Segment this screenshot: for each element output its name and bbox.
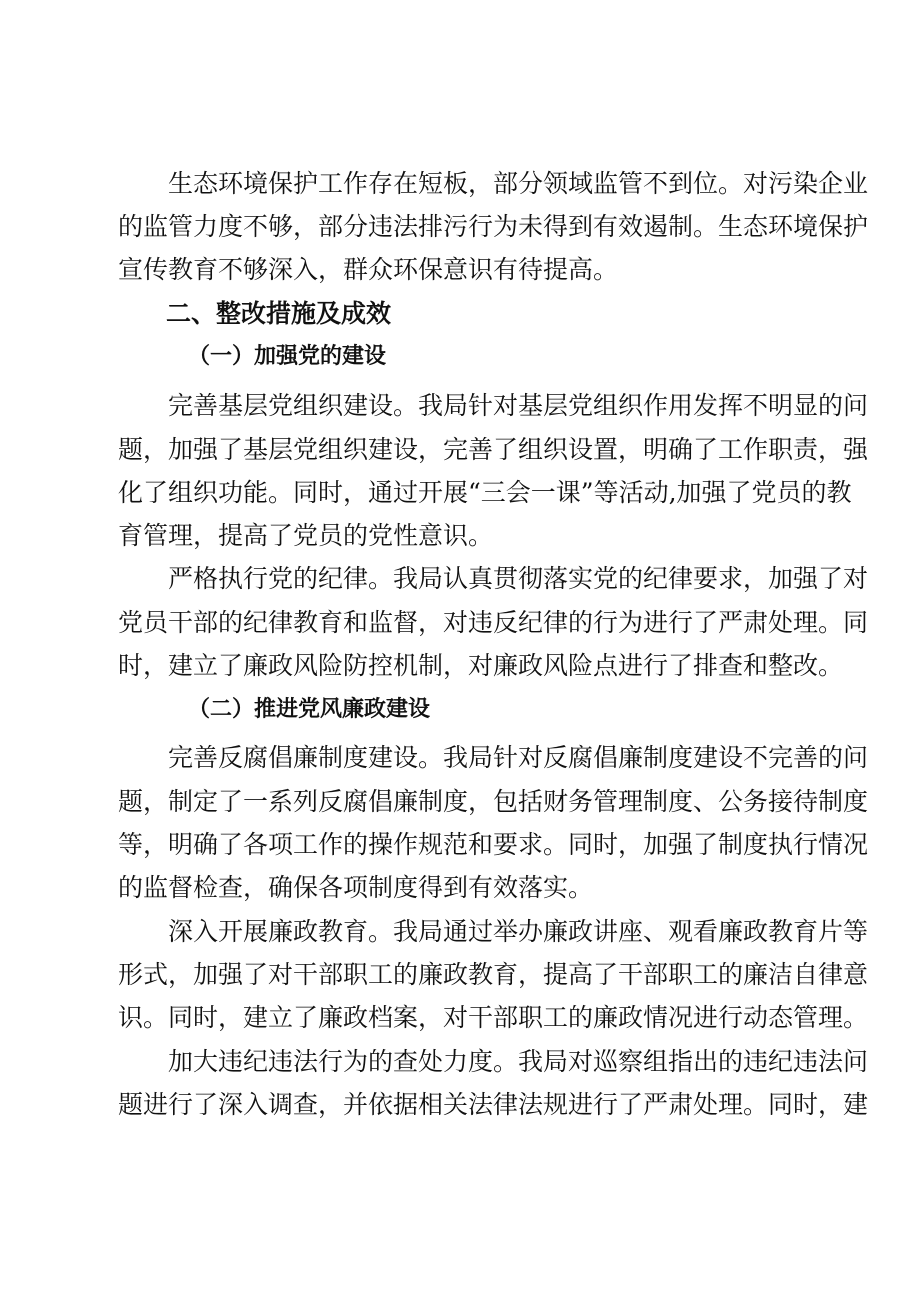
- section-heading: 二、整改措施及成效: [166, 299, 392, 328]
- sub1-para1-line-4: 育管理，提高了党员的党性意识。: [118, 521, 494, 550]
- intro-line-2: 的监管力度不够，部分违法排污行为未得到有效遏制。生态环境保护: [118, 212, 869, 241]
- intro-line-3: 宣传教育不够深入，群众环保意识有待提高。: [118, 255, 619, 284]
- sub1-para2-line-2: 党员干部的纪律教育和监督，对违反纪律的行为进行了严肃处理。同: [118, 608, 869, 637]
- sub2-para1-line-1: 完善反腐倡廉制度建设。我局针对反腐倡廉制度建设不完善的问: [168, 743, 869, 772]
- sub2-para1-line-2: 题，制定了一系列反腐倡廉制度，包括财务管理制度、公务接待制度: [118, 787, 869, 816]
- sub1-para1-line-2: 题，加强了基层党组织建设，完善了组织设置，明确了工作职责，强: [118, 435, 869, 464]
- sub2-para1-line-4: 的监督检查，确保各项制度得到有效落实。: [118, 873, 594, 902]
- subsection-heading-2: （二）推进党风廉政建设: [188, 697, 431, 722]
- intro-line-1: 生态环境保护工作存在短板，部分领域监管不到位。对污染企业: [168, 169, 869, 198]
- sub2-para3-line-1: 加大违纪违法行为的查处力度。我局对巡察组指出的违纪违法问: [168, 1047, 869, 1076]
- subsection-heading-1: （一）加强党的建设: [188, 344, 387, 369]
- sub1-para1-line-3: 化了组织功能。同时，通过开展“三会一课”等活动,加强了党员的教: [118, 478, 852, 507]
- sub2-para2-line-1: 深入开展廉政教育。我局通过举办廉政讲座、观看廉政教育片等: [168, 917, 869, 946]
- sub1-para2-line-1: 严格执行党的纪律。我局认真贯彻落实党的纪律要求，加强了对: [168, 564, 869, 593]
- sub2-para2-line-3: 识。同时，建立了廉政档案，对干部职工的廉政情况进行动态管理。: [118, 1003, 869, 1032]
- sub1-para1-line-1: 完善基层党组织建设。我局针对基层党组织作用发挥不明显的问: [168, 391, 869, 420]
- sub2-para2-line-2: 形式，加强了对干部职工的廉政教育，提高了干部职工的廉洁自律意: [118, 960, 869, 989]
- sub2-para3-line-2: 题进行了深入调查，并依据相关法律法规进行了严肃处理。同时，建: [118, 1090, 869, 1119]
- sub2-para1-line-3: 等，明确了各项工作的操作规范和要求。同时，加强了制度执行情况: [118, 830, 869, 859]
- sub1-para2-line-3: 时，建立了廉政风险防控机制，对廉政风险点进行了排查和整改。: [118, 651, 844, 680]
